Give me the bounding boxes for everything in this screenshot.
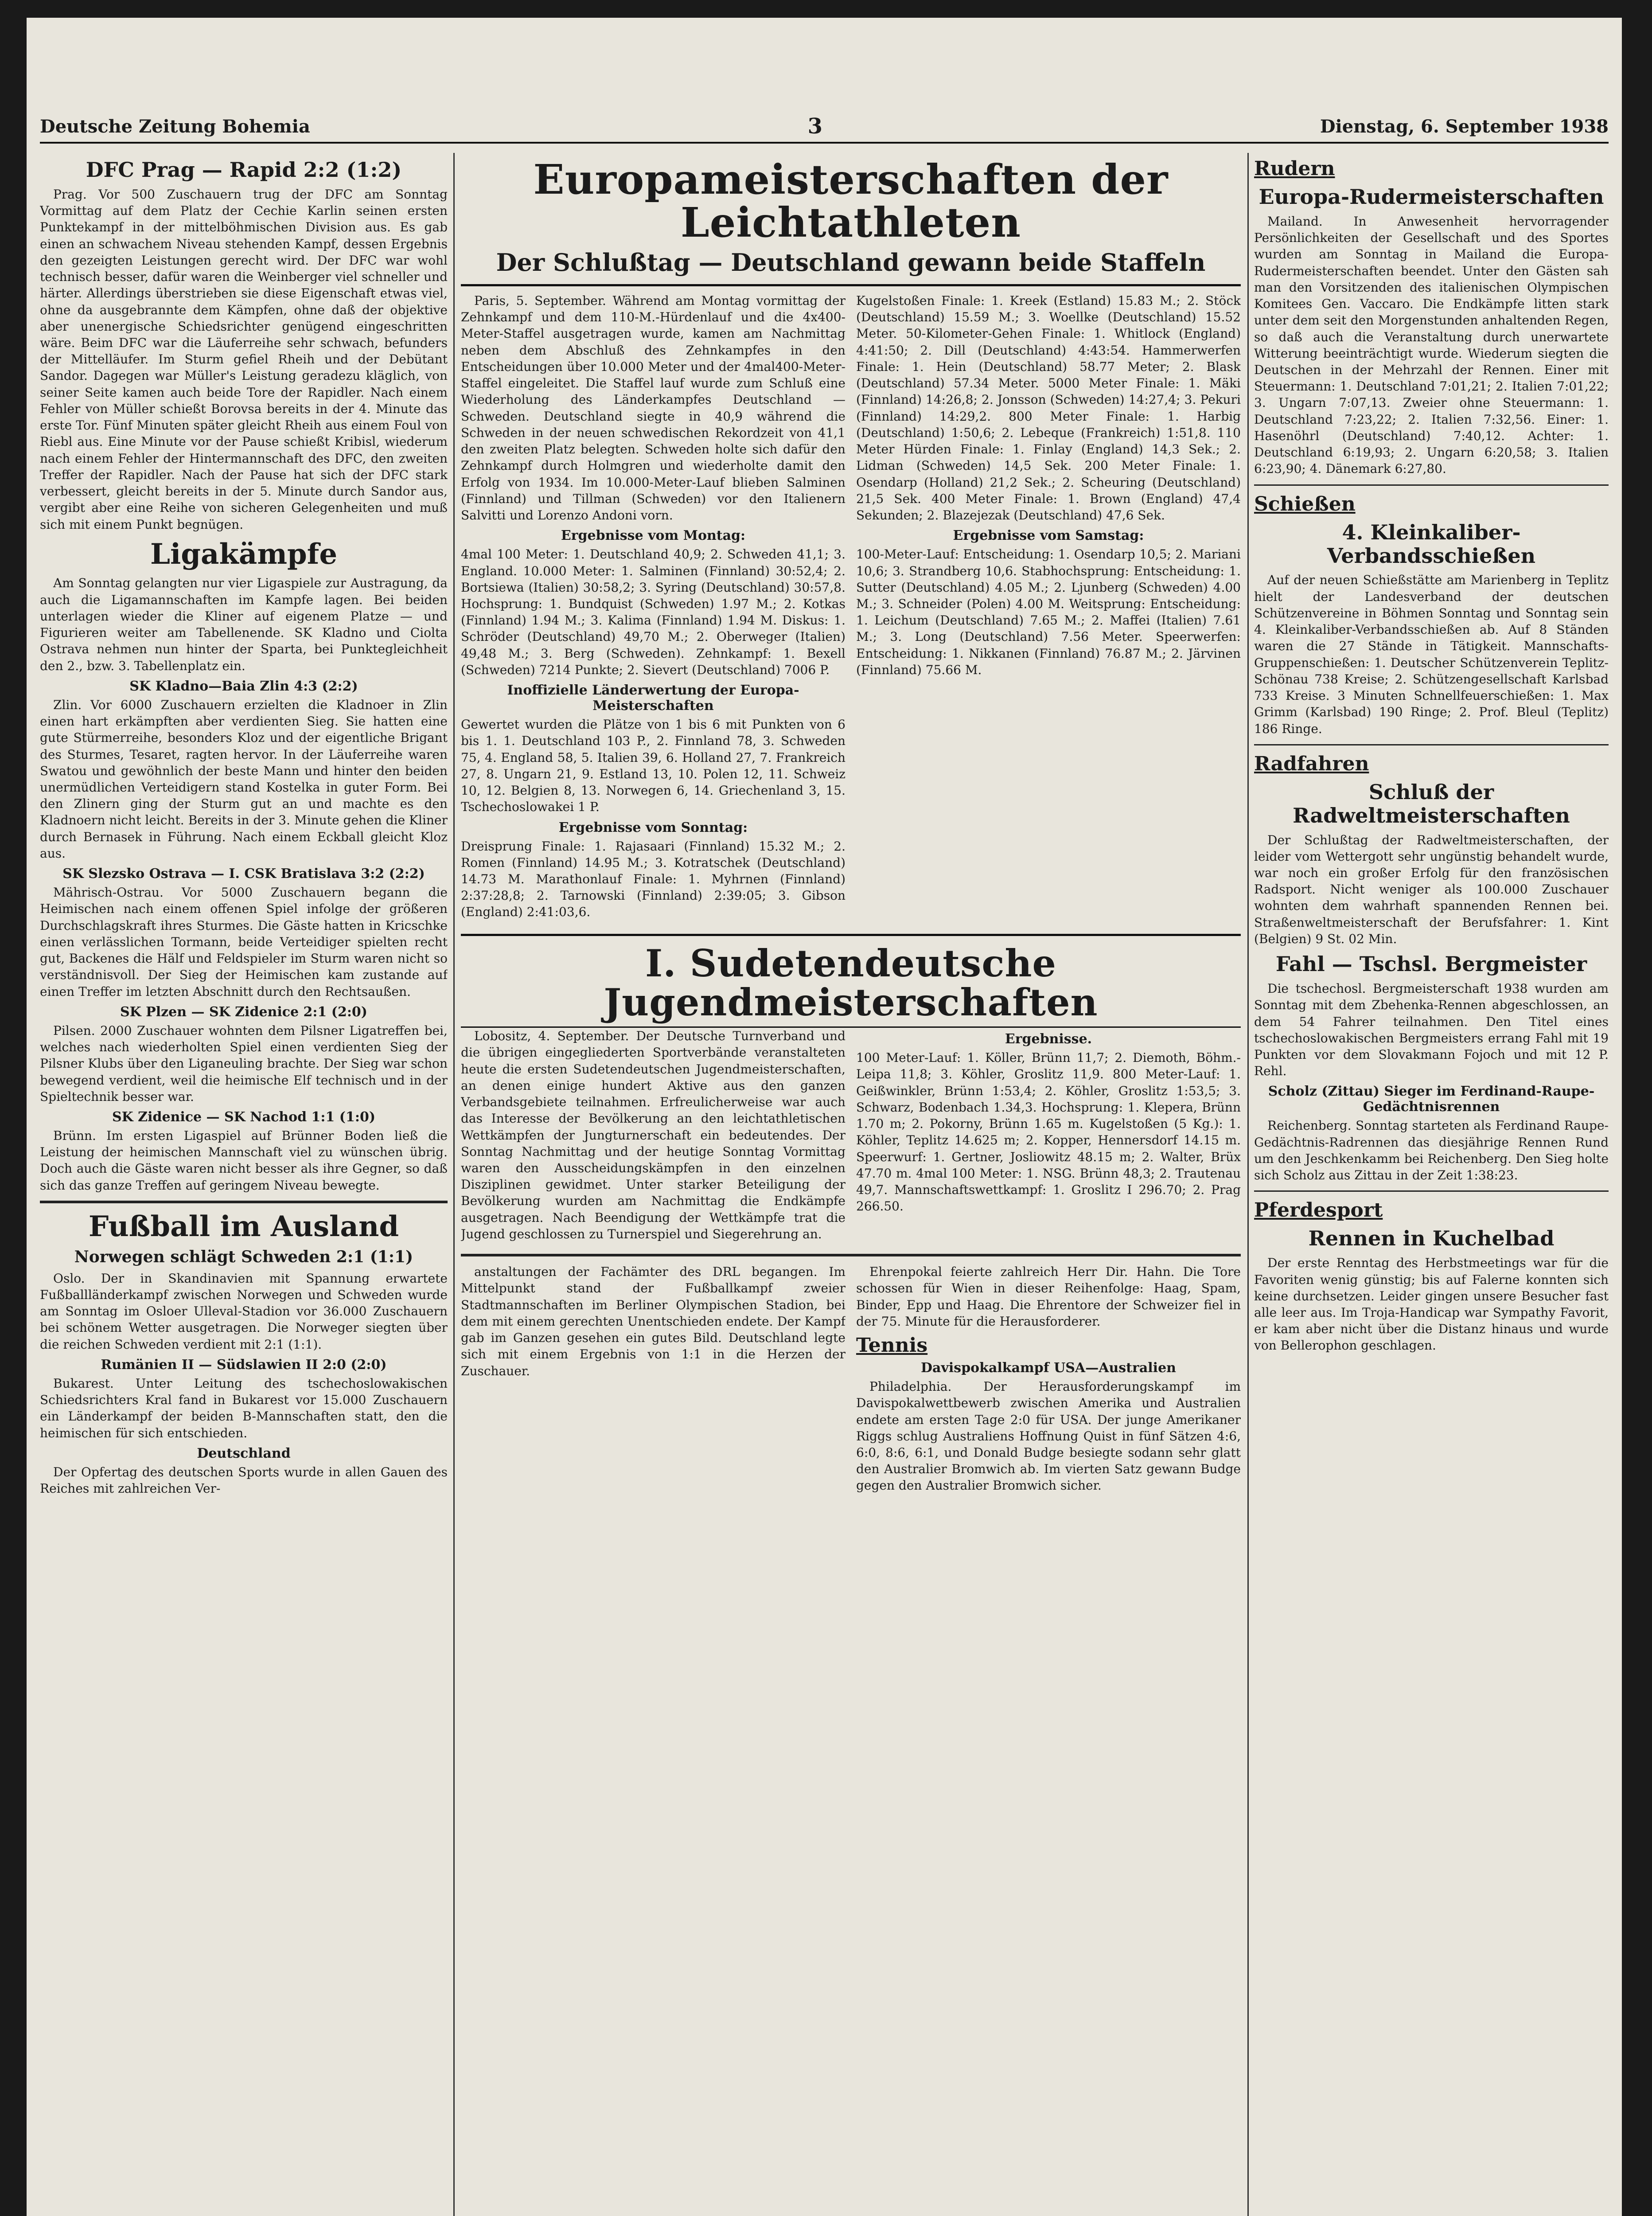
divider (461, 1254, 1241, 1256)
sub-headline: Der Schlußtag — Deutschland gewann beide Staffeln (496, 248, 1206, 277)
page-number: 3 (807, 114, 823, 139)
zidenice-article: Brünn. Im ersten Ligaspiel auf Brünner Boden ließ die Leistung der heimischen Mannschaft viel zu wünschen übrig. Doch auch die Gäste waren nicht besser als ihre Gegner, so daß sich das ganze Treffen auf geringem Niveau bewegte. (40, 1128, 448, 1193)
dfc-article: Prag. Vor 500 Zuschauern trug der DFC am Sonntag Vormittag auf dem Platz der Cechie Karlin seinen ersten Punktekampf in der mittelböhmischen Division aus. Es gab einen an schwachem Niveau stehenden Kampf, dessen Ergebnis den gezeigten Leistungen gerecht wird. Der DFC war wohl technisch besser, dafür waren die Weinberger viel schneller und härter. Allerdings überstrieben sie diese Eigenschaft etwas viel, ohne da ausgebrannte dem Kämpfen, ohne daß der objektive aber unenergische Schiedsrichter genügend eingeschritten wäre. Beim DFC war die Läuferreihe sehr schwach, befunders der Mittelläufer. Im Sturm gefiel Rheih und der Debütant Sandor. Dagegen war Müller's Leistung geradezu kläglich, von seiner Seite kamen auch beide Tore der Rapidler. Nach einem Fehler von Müller schießt Borovsa bereits in der 4. Minute das erste Tor. Fünf Minuten später gleicht Rheih aus einem Foul von Riebl aus. Eine Minute vor der Pause schießt Kribisl, wiederum nach einem Fehler der Hintermannschaft des DFC, den zweiten Treffer der Rapidler. Nach der Pause hat sich der DFC stark verbessert, gleicht bereits in der 5. Minute durch Sandor aus, vergibt aber eine Reihe von sicheren Gelegenheiten und muß sich mit einem Punkt begnügen. (40, 187, 448, 532)
newspaper-page (27, 18, 1622, 2216)
left-column (40, 153, 448, 2216)
ausland-article: Oslo. Der in Skandinavien mit Spannung erwartete Fußballländerkampf zwischen Norwegen und Schweden wurde am Sonntag im Osloer Ulleval-Stadion vor 36.000 Zuschauern bei schönem Wetter ausgetragen. Die Norweger siegten über die reichen Schweden verdient mit 2:1 (1:1). (40, 1271, 448, 1352)
liga-headline: Ligakämpfe (150, 537, 338, 571)
divider (40, 1201, 448, 1203)
kladno-headline: SK Kladno—Baia Zlin 4:3 (2:2) (129, 678, 358, 694)
radfahren-article: Der Schlußtag der Radweltmeisterschaften, der leider vom Wettergott sehr ungünstig behandelt wurde, war noch ein großer Erfolg für den französischen Radsport. Nicht weniger als 100.000 Zuschauer wohnten dem wahrhaft spannenden Rennen bei. Straßenweltmeisterschaft der Berufsfahrer: 1. Kint (Belgien) 9 St. 02 Min. (1254, 832, 1609, 946)
deutschland-article: Der Opfertag des deutschen Sports wurde in allen Gauen des Reiches mit zahlreichen Ver- (40, 1464, 448, 1496)
schiessen-label: Schießen (1254, 492, 1356, 515)
ausland-headline: Fußball im Ausland (88, 1209, 399, 1243)
euro-col-1 (461, 293, 845, 925)
liga-intro: Am Sonntag gelangten nur vier Ligaspiele zur Austragung, da auch die Ligamannschaften im Kampfe lagen. Bei beiden unterlagen wieder die Kliner auf eigenem Platze — und Figurieren weiter am Tabellenende. SK Kladno und Ciolta Ostrava nehmen nun hinter der Sparta, bei Punktegleichheit den 2., bzw. 3. Tabellenplatz ein. (40, 576, 448, 673)
pferde-label: Pferdesport (1254, 1199, 1383, 1222)
sudeten-col-2 (856, 1028, 1241, 1247)
radfahren-headline: Schluß der Radweltmeisterschaften (1293, 780, 1570, 827)
ergebnisse-sonntag-head: Ergebnisse vom Sonntag: (558, 819, 748, 835)
scholz-article: Reichenberg. Sonntag starteten als Ferdinand Raupe-Gedächtnis-Radrennen das diesjährige Rennen Rund um den Jeschkenkamm bei Reichenberg. Den Sieg holte sich Scholz aus Zittau in der Zeit 1:38:23. (1254, 1118, 1609, 1183)
ergebnisse-montag-head: Ergebnisse vom Montag: (561, 528, 746, 544)
middle-column (461, 153, 1241, 2216)
fachaemter-article: anstaltungen der Fachämter des DRL begangen. Im Mittelpunkt stand der Fußballkampf zweier Stadtmannschaften im Berliner Olympischen Stadion, bei dem mit einem gerechten Unentschieden endete. Der Kampf gab im Ganzen gesehen ein gutes Bild. Deutschland legte sich mit einem Ergebnis von 1:1 in die Herzen der Zuschauer. (461, 1264, 845, 1378)
ergebnisse-samstag-head: Ergebnisse vom Samstag: (953, 528, 1144, 544)
tennis-article: Philadelphia. Der Herausforderungskampf im Davispokalwettbewerb zwischen Amerika und Australien endete am ersten Tage 2:0 für USA. Der junge Amerikaner Riggs schlug Australiens Hoffnung Quist in fünf Sätzen 4:6, 6:0, 8:6, 6:1, und Donald Budge besiegte sodann sehr glatt den Australier Bromwich ab. Im vierten Satz gewann Budge gegen den Australier Bromwich sicher. (856, 1379, 1241, 1493)
dfc-headline: DFC Prag — Rapid 2:2 (1:2) (86, 158, 402, 182)
euro-results: Kugelstoßen Finale: 1. Kreek (Estland) 15.83 M.; 2. Stöck (Deutschland) 15.59 M.; 3. Woellke (Deutschland) 15.52 Meter. 50-Kilometer-Gehen Finale: 1. Whitlock (England) 4:41:50; 2. Dill (Deutschland) 4:43:54. Hammerwerfen Finale: 1. Hein (Deutschland) 58.77 Meter; 2. Blask (Deutschland) 57.34 Meter. 5000 Meter Finale: 1. Mäki (Finnland) 14:26,8; 2. Jonsson (Schweden) 14:27,4; 3. Pekuri (Finnland) 14:29,2. 800 Meter Finale: 1. Harbig (Deutschland) 1:50,6; 2. Lebeque (Frankreich) 1:51,8. 110 Meter Hürden Finale: 1. Finlay (England) 14,3 Sek.; 2. Lidman (Schweden) 14,5 Sek. 200 Meter Finale: 1. Osendarp (Holland) 21,2 Sek.; 2. Scheuring (Deutschland) 21,5 Sek. 400 Meter Finale: 1. Brown (England) 47,4 Sekunden; 2. Blazejezak (Deutschland) 47,6 Sek. (856, 293, 1241, 523)
laenderwertung: Gewertet wurden die Plätze von 1 bis 6 mit Punkten von 6 bis 1. 1. Deutschland 103 P., 2. Finnland 78, 3. Schweden 75, 4. England 58, 5. Italien 39, 6. Holland 27, 7. Frankreich 27, 8. Ungarn 21, 9. Estland 13, 10. Polen 12, 11. Schweiz 10, 12. Belgien 8, 13. Norwegen 6, 14. Griechenland 3, 15. Tschechoslowakei 1 P. (461, 717, 845, 815)
chronik-article: Ehrenpokal feierte zahlreich Herr Dir. Hahn. Die Tore schossen für Wien in dieser Reihenfolge: Haag, Spam, Binder, Epp und Haag. Die Ehrentore der Schweizer fiel in der 75. Minute für die Herausforderer. (856, 1264, 1241, 1329)
rudern-article: Mailand. In Anwesenheit hervorragender Persönlichkeiten der Gesellschaft und des Sportes wurden am Sonntag in Mailand die Europa-Rudermeisterschaften beendet. Unter den Gästen sah man den Vorsitzenden des italienischen Olympischen Komitees Gen. Vaccaro. Die Endkämpfe litten stark unter dem seit den Morgenstunden anhaltenden Regen, so daß auch die Veranstaltung durch unerwartete Witterung beeinträchtigt wurde. Wiederum siegten die Deutschen in der Mehrzahl der Rennen. Einer mit Steuermann: 1. Deutschland 7:01,21; 2. Italien 7:01,22; 3. Ungarn 7:07,13. Zweier ohne Steuermann: 1. Deutschland 7:23,22; 2. Italien 7:32,56. Einer: 1. Hasenöhrl (Deutschland) 7:40,12. Achter: 1. Deutschland 6:19,93; 2. Ungarn 6:20,58; 3. Italien 6:23,90; 4. Dänemark 6:27,80. (1254, 214, 1609, 476)
bottom-mid-col-1 (461, 1264, 845, 1498)
schiessen-headline: 4. Kleinkaliber-Verbandsschießen (1327, 520, 1536, 568)
masthead (40, 111, 1609, 144)
divider (1254, 1190, 1609, 1192)
plzen-article: Pilsen. 2000 Zuschauer wohnten dem Pilsner Ligatreffen bei, welches nach wiederholten Spiel einen verdienten Sieg der Pilsner Klubs über den Liganeuling brachte. Der Sieg war schon bewegend verdient, weil die heimische Elf technisch und in der Spieltechnik besser war. (40, 1023, 448, 1104)
sudeten-ergebnisse: 100 Meter-Lauf: 1. Köller, Brünn 11,7; 2. Diemoth, Böhm.-Leipa 11,8; 3. Köhler, Groslitz 11,9. 800 Meter-Lauf: 1. Geißwinkler, Brünn 1:53,4; 2. Köhler, Groslitz 1:53,5; 3. Schwarz, Bodenbach 1.34,3. Hochsprung: 1. Klepera, Brünn 1.70 m; 2. Pokorny, Brünn 1.65 m. Kugelstoßen (5 Kg.): 1. Köhler, Teplitz 14.625 m; 2. Kopper, Hennersdorf 14.15 m. Speerwurf: 1. Gertner, Josliowitz 48.15 m; 2. Walter, Brüx 47.70 m. 4mal 100 Meter: 1. NSG. Brünn 48,3; 2. Trautenau 49,7. Mannschaftswettkampf: 1. Groslitz I 296.70; 2. Prag 266.50. (856, 1050, 1241, 1214)
ostrava-headline: SK Slezsko Ostrava — I. CSK Bratislava 3:2 (2:2) (62, 866, 425, 882)
plzen-headline: SK Plzen — SK Zidenice 2:1 (2:0) (120, 1004, 367, 1020)
sudeten-block (461, 934, 1241, 1028)
column-rule-left (453, 153, 455, 2216)
bergmeister-article: Die tschechosl. Bergmeisterschaft 1938 wurden am Sonntag mit dem Zbehenka-Rennen abgeschlossen, an dem 54 Fahrer teilnahmen. Den Titel eines tschechoslowakischen Bergmeisters errang Fahl mit 19 Punkten vor dem Slovakmann Fojoch und mit 12 P. Rehl. (1254, 981, 1609, 1079)
sudeten-col-1 (461, 1028, 845, 1247)
ergebnisse-samstag: 100-Meter-Lauf: Entscheidung: 1. Osendarp 10,5; 2. Mariani 10,6; 3. Strandberg 10,6. Stabhochsprung: Entscheidung: 1. Sutter (Deutschland) 4.05 M.; 2. Ljunberg (Schweden) 4.00 M.; 3. Schneider (Polen) 4.00 M. Weitsprung: Entscheidung: 1. Leichum (Deutschland) 7.65 M.; 2. Maffei (Italien) 7.61 M.; 3. Long (Deutschland) 7.56 Meter. Speerwerfen: Entscheidung: 1. Nikkanen (Finnland) 76.87 M.; 2. Järvinen (Finnland) 75.66 M. (856, 547, 1241, 677)
pferde-headline: Rennen in Kuchelbad (1308, 1226, 1555, 1251)
divider (1254, 744, 1609, 745)
ergebnisse-montag: 4mal 100 Meter: 1. Deutschland 40,9; 2. Schweden 41,1; 3. England. 10.000 Meter: 1. Salminen (Finnland) 30:52,4; 2. Bortsiewa (Italien) 30:58,2; 3. Syring (Deutschland) 30:57,8. Hochsprung: 1. Bundquist (Schweden) 1.97 M.; 2. Kotkas (Finnland) 1.94 M.; 3. Kalima (Finnland) 1.94 M. Diskus: 1. Schröder (Deutschland) 49,70 M.; 2. Oberweger (Italien) 49,48 M.; 3. Berg (Schweden). Zehnkampf: 1. Bexell (Schweden) 7214 Punkte; 2. Sievert (Deutschland) 7006 P. (461, 547, 845, 677)
kladno-article: Zlin. Vor 6000 Zuschauern erzielten die Kladnoer in Zlin einen hart erkämpften aber verdienten Sieg. Sie hatten eine gute Stürmerreihe, besonders Kloz und der eigentliche Brigant des Sturmes, Tesaret, ragten hervor. In der Läuferreihe waren Swatou und gewöhnlich der beste Mann und hinter den beiden unermüdlichen Verteidigern stand Kostelka in guter Form. Bei den Zlinern ging der Sturm gut an und machte es den Kladnoern nicht leicht. Bereits in der 3. Minute gehen die Kliner durch Bernasek in Führung. Nach einem Eckball gleicht Kloz aus. (40, 697, 448, 861)
bergmeister-headline: Fahl — Tschsl. Bergmeister (1275, 952, 1587, 976)
ergebnisse-sonntag: Dreisprung Finale: 1. Rajasaari (Finnland) 15.32 M.; 2. Romen (Finnland) 14.95 M.; 3. Kotratschek (Deutschland) 14.73 M. Marathonlauf Finale: 1. Myhrnen (Finnland) 2:37:28,8; 2. Tarnowski (Finnland) 2:39:05; 3. Gibson (England) 2:41:03,6. (461, 839, 845, 920)
schiessen-article: Auf der neuen Schießstätte am Marienberg in Teplitz hielt der Landesverband der deutschen Schützenvereine in Böhmen Sonntag und Sonntag sein 4. Kleinkaliber-Verbandsschießen ab. Auf 8 Ständen waren die 27 Stände in Tätigkeit. Mannschafts-Gruppenschießen: 1. Deutscher Schützenverein Teplitz-Schönau 738 Kreise; 2. Schützengesellschaft Karlsbad 733 Kreise. 3 Minuten Schnellfeuerschießen: 1. Max Grimm (Karlsbad) 190 Ringe; 2. Prof. Bleul (Teplitz) 186 Ringe. (1254, 573, 1609, 736)
right-column (1254, 153, 1609, 2216)
ausland-subheadline: Norwegen schlägt Schweden 2:1 (1:1) (74, 1247, 413, 1266)
sudeten-body (461, 1028, 1241, 1247)
rudern-label: Rudern (1254, 157, 1335, 180)
bottom-mid-col-2 (856, 1264, 1241, 1498)
deutschland-headline: Deutschland (197, 1445, 291, 1461)
divider (1254, 484, 1609, 486)
rumanien-headline: Rumänien II — Südslawien II 2:0 (2:0) (101, 1357, 387, 1373)
sudeten-headline: I. Sudetendeutsche Jugendmeisterschaften (604, 941, 1098, 1024)
euro-header (461, 158, 1241, 286)
tennis-label: Tennis (856, 1334, 928, 1357)
zidenice-headline: SK Zidenice — SK Nachod 1:1 (1:0) (112, 1109, 376, 1125)
issue-date: Dienstag, 6. September 1938 (1320, 116, 1609, 137)
rumanien-article: Bukarest. Unter Leitung des tschechoslowakischen Schiedsrichters Kral fand in Bukarest vor 15.000 Zuschauern ein Länderkampf der beiden B-Mannschaften statt, den die heimischen für sich entschieden. (40, 1376, 448, 1440)
euro-body (461, 293, 1241, 925)
bottom-mid (461, 1264, 1241, 1498)
scholz-headline: Scholz (Zittau) Sieger im Ferdinand-Raupe-Gedächtnisrennen (1268, 1084, 1595, 1115)
laenderwertung-head: Inoffizielle Länderwertung der Europa-Meisterschaften (507, 683, 799, 714)
ostrava-article: Mährisch-Ostrau. Vor 5000 Zuschauern begann die Heimischen nach einem offenen Spiel infolge der größeren Durchschlagskraft ihres Sturmes. Die Gäste hatten in Kricschke einen verlässlichen Tormann, beide Verteidiger spielten recht gut, Backenes die Hälf und Feldspieler im Sturm waren nicht so verständnisvoll. Der Sieg der Heimischen kam zustande auf einen Treffer im letzten Abschnitt durch den Rechtsaußen. (40, 885, 448, 999)
column-rule-right (1247, 153, 1249, 2216)
sudeten-article: Lobositz, 4. September. Der Deutsche Turnverband und die übrigen eingegliederten Sportverbände veranstalteten heute die ersten Sudetendeutschen Jugendmeisterschaften, an denen einige hundert Aktive aus den ganzen Verbandsgebiete teilnahmen. Erfreulicherweise war auch das Interesse der Bevölkerung an den leichtathletischen Wettkämpfen der Jungturnerschaft ein bedeutendes. Der Sonntag Nachmittag und der heutige Sonntag Vormittag waren den Ausscheidungskämpfen in den einzelnen Disziplinen gewidmet. Unter starker Beteiligung der Bevölkerung wurden am Nachmittag die Endkämpfe ausgetragen. Nach Beendigung der Wettkämpfe trat die Jugend geschlossen zu Turnerspiel und Siegerehrung an. (461, 1029, 845, 1241)
radfahren-label: Radfahren (1254, 752, 1369, 775)
pferde-article: Der erste Renntag des Herbstmeetings war für die Favoriten wenig günstig; bis auf Falerne konnten sich keine durchsetzen. Leider gingen unsere Besucher fast alle leer aus. Im Troja-Handicap war Sympathy Favorit, er kam aber nicht über die Distanz hinaus und wurde von Bellerophon geschlagen. (1254, 1256, 1609, 1353)
main-headline: Europameisterschaften der Leichtathleten (533, 156, 1169, 246)
euro-col-2 (856, 293, 1241, 925)
sudeten-ergebnisse-head: Ergebnisse. (1005, 1031, 1092, 1047)
paper-name: Deutsche Zeitung Bohemia (40, 116, 310, 137)
rudern-headline: Europa-Rudermeisterschaften (1258, 185, 1604, 209)
euro-article: Paris, 5. September. Während am Montag vormittag der Zehnkampf und dem 110-M.-Hürdenlauf und die 4x400-Meter-Staffel ausgetragen wurde, kamen am Nachmittag neben dem Abschluß des Zehnkampfes in den Entscheidungen über 10.000 Meter und der 4mal400-Meter-Staffel eingeleitet. Die Staffel lauf wurde zum Schluß eine Wiederholung des Länderkampfes Deutschland — Schweden. Deutschland siegte in 40,9 während die Schweden in der neuen schwedischen Rekordzeit von 41,1 den zweiten Platz belegten. Schweden holte sich dafür den Zehnkampf durch Holmgren und wiederholte damit den Erfolg von 1934. Im 10.000-Meter-Lauf blieben Salminen (Finnland) und Tillman (Schweden) vor den Italienern Salvitti und Lorenzo Andoni vorn. (461, 293, 845, 523)
tennis-headline: Davispokalkampf USA—Australien (921, 1360, 1176, 1376)
